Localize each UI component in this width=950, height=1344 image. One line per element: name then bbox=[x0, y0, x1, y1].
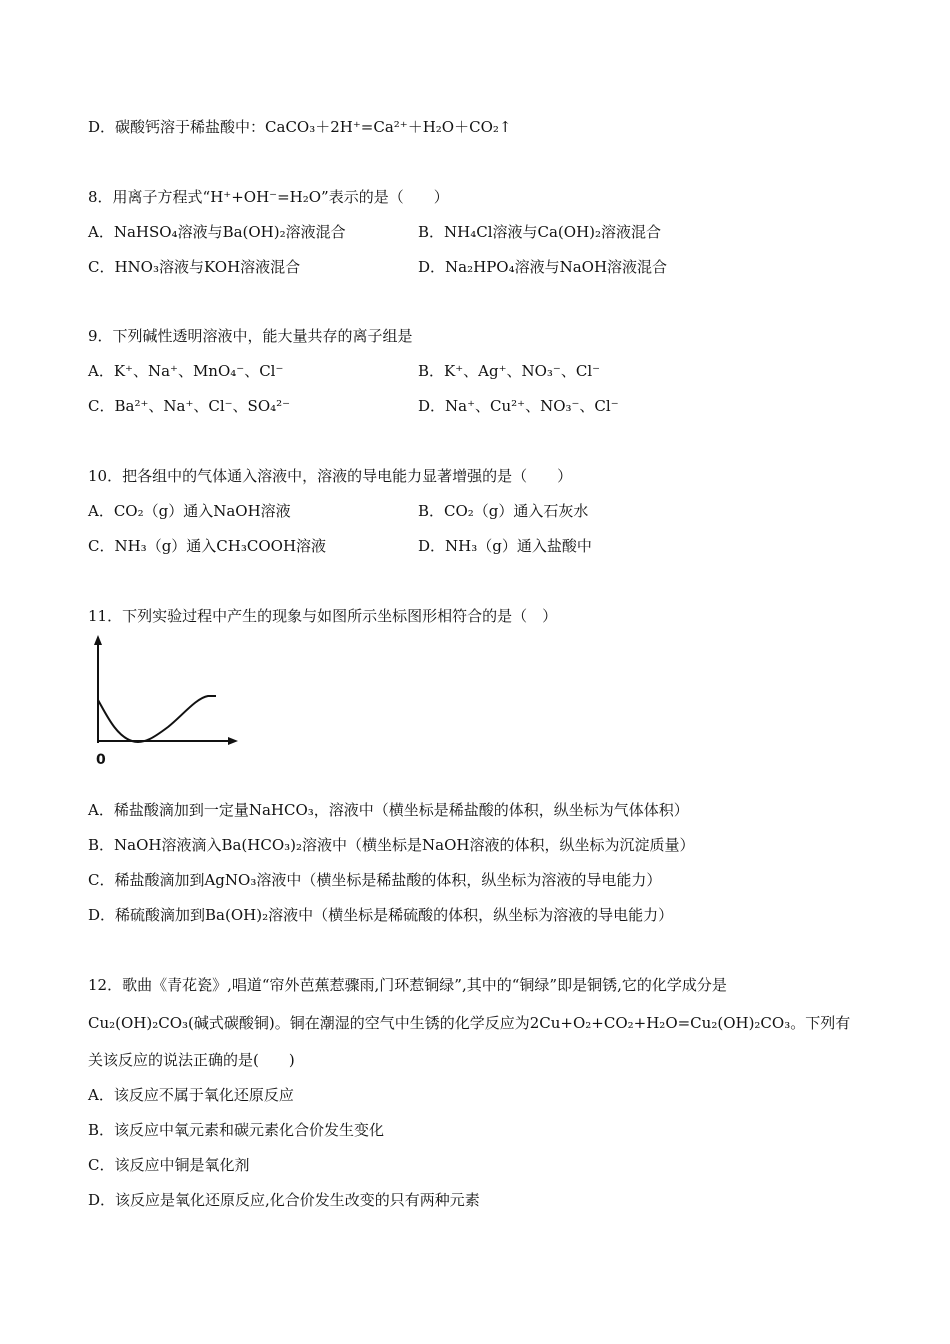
q10-option-b: B．CO₂（g）通入石灰水 bbox=[418, 502, 589, 520]
q12-option-a: A．该反应不属于氧化还原反应 bbox=[88, 1086, 294, 1104]
q8-option-d: D．Na₂HPO₄溶液与NaOH溶液混合 bbox=[418, 258, 668, 276]
q12-stem-line2: Cu₂(OH)₂CO₃(碱式碳酸铜)。铜在潮湿的空气中生锈的化学反应为2Cu+O₂+CO₂+H₂O=Cu₂(OH)₂CO₃。下列有 bbox=[88, 1014, 851, 1032]
q11-option-a: A．稀盐酸滴加到一定量NaHCO₃，溶液中（横坐标是稀盐酸的体积，纵坐标为气体体积） bbox=[88, 801, 689, 819]
q12-stem-line1: 12．歌曲《青花瓷》,唱道“帘外芭蕉惹骤雨,门环惹铜绿”,其中的“铜绿”即是铜锈,它的化学成分是 bbox=[88, 976, 727, 994]
q8-option-b: B．NH₄Cl溶液与Ca(OH)₂溶液混合 bbox=[418, 223, 662, 241]
q11-option-d: D．稀硫酸滴加到Ba(OH)₂溶液中（横坐标是稀硫酸的体积，纵坐标为溶液的导电能力） bbox=[88, 906, 674, 924]
q8-option-a: A．NaHSO₄溶液与Ba(OH)₂溶液混合 bbox=[88, 223, 346, 241]
q9-option-b: B．K⁺、Ag⁺、NO₃⁻、Cl⁻ bbox=[418, 362, 601, 380]
q12-option-d: D．该反应是氧化还原反应,化合价发生改变的只有两种元素 bbox=[88, 1191, 480, 1209]
q8-option-c: C．HNO₃溶液与KOH溶液混合 bbox=[88, 258, 301, 276]
q11-stem: 11．下列实验过程中产生的现象与如图所示坐标图形相符合的是（ ） bbox=[88, 607, 558, 625]
y-axis-arrow-icon bbox=[94, 635, 102, 645]
q10-option-a: A．CO₂（g）通入NaOH溶液 bbox=[88, 502, 291, 520]
q12-stem-line3: 关该反应的说法正确的是( ) bbox=[88, 1051, 295, 1069]
q9-stem: 9．下列碱性透明溶液中，能大量共存的离子组是 bbox=[88, 327, 413, 345]
origin-label: 0 bbox=[96, 752, 106, 767]
q10-stem: 10．把各组中的气体通入溶液中，溶液的导电能力显著增强的是（ ） bbox=[88, 467, 573, 485]
q11-coordinate-graph bbox=[84, 632, 244, 767]
q10-option-c: C．NH₃（g）通入CH₃COOH溶液 bbox=[88, 537, 327, 555]
q9-option-a: A．K⁺、Na⁺、MnO₄⁻、Cl⁻ bbox=[88, 362, 284, 380]
q11-option-c: C．稀盐酸滴加到AgNO₃溶液中（横坐标是稀盐酸的体积，纵坐标为溶液的导电能力） bbox=[88, 871, 662, 889]
q10-option-d: D．NH₃（g）通入盐酸中 bbox=[418, 537, 592, 555]
graph-curve bbox=[98, 696, 216, 742]
q7-option-d: D．碳酸钙溶于稀盐酸中：CaCO₃＋2H⁺=Ca²⁺＋H₂O＋CO₂↑ bbox=[88, 118, 512, 136]
q12-option-c: C．该反应中铜是氧化剂 bbox=[88, 1156, 250, 1174]
q9-option-c: C．Ba²⁺、Na⁺、Cl⁻、SO₄²⁻ bbox=[88, 397, 291, 415]
x-axis-arrow-icon bbox=[228, 737, 238, 745]
q11-option-b: B．NaOH溶液滴入Ba(HCO₃)₂溶液中（横坐标是NaOH溶液的体积，纵坐标为沉淀质量） bbox=[88, 836, 695, 854]
q8-stem: 8．用离子方程式“H⁺+OH⁻=H₂O”表示的是（ ） bbox=[88, 188, 449, 206]
q9-option-d: D．Na⁺、Cu²⁺、NO₃⁻、Cl⁻ bbox=[418, 397, 619, 415]
q12-option-b: B．该反应中氧元素和碳元素化合价发生变化 bbox=[88, 1121, 385, 1139]
